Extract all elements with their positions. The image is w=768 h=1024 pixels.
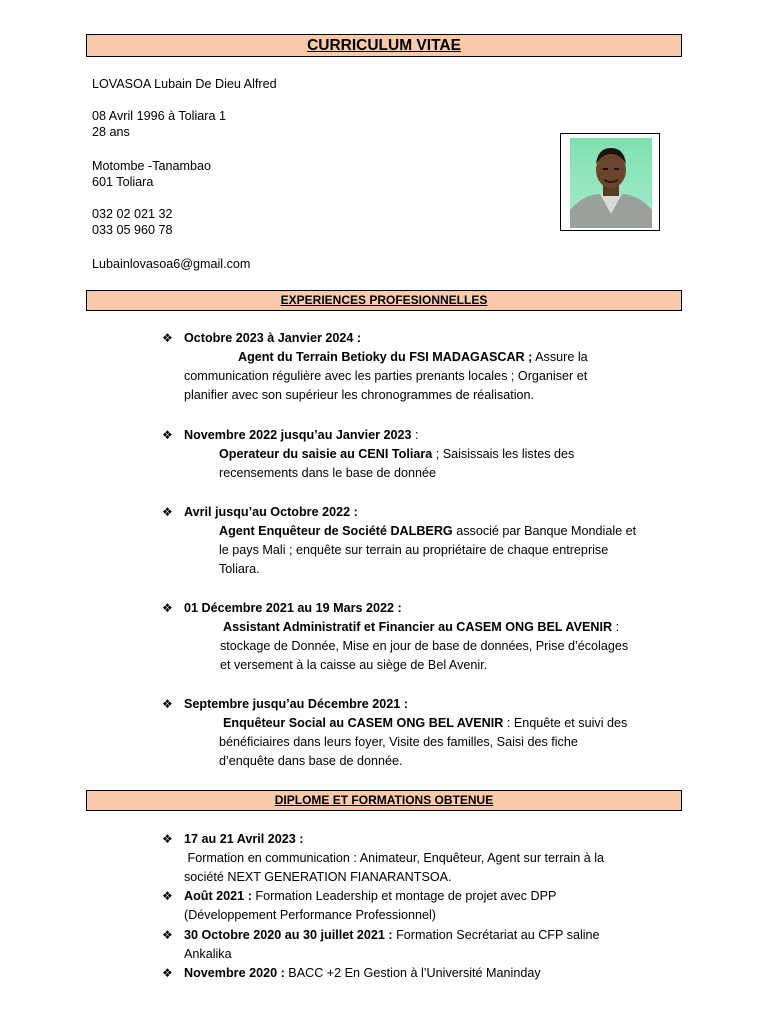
experience-description-line: planifier avec son supérieur les chronogrammes de réalisation.	[184, 388, 535, 402]
experience-period: Novembre 2022 jusqu’au Janvier 2023	[184, 428, 412, 442]
experience-item: ❖ Novembre 2022 jusqu’au Janvier 2023 : Operateur du saisie au CENI Toliara ; Saisissais les listes des recensements dans le base de donnée	[184, 426, 684, 483]
experience-period: Septembre jusqu’au Décembre 2021 :	[184, 697, 408, 711]
experience-description-line: recensements dans le base de donnée	[219, 466, 437, 480]
phone-1: 032 02 021 32	[92, 207, 173, 221]
experience-description-line: bénéficiaires dans leurs foyer, Visite des familles, Saisi des fiche	[219, 735, 578, 749]
experience-role: Agent du Terrain Betioky du FSI MADAGASCAR ;	[238, 350, 533, 364]
diamond-bullet-icon: ❖	[162, 697, 173, 711]
formation-description-line: Ankalika	[184, 947, 232, 961]
experience-description: : Enquête et suivi des	[503, 716, 628, 730]
experience-item	[162, 599, 684, 675]
formation-description: Formation Secrétariat au CFP saline	[392, 928, 600, 942]
age: 28 ans	[92, 125, 130, 139]
experience-description: associé par Banque Mondiale et	[452, 524, 637, 538]
email: Lubainlovasoa6@gmail.com	[92, 257, 251, 271]
formation-date: Novembre 2020 :	[184, 966, 285, 980]
formation-item	[162, 887, 684, 925]
experience-description-line: le pays Mali ; enquête sur terrain au propriétaire de chaque entreprise	[219, 543, 609, 557]
experience-description-line: stockage de Donnée, Mise en jour de base de données, Prise d’écolages	[220, 639, 629, 653]
formation-date: Août 2021 :	[184, 889, 252, 903]
diamond-bullet-icon: ❖	[162, 601, 173, 615]
formation-description-line: société NEXT GENERATION FIANARANTSOA.	[184, 870, 452, 884]
formation-date: 30 Octobre 2020 au 30 juillet 2021 :	[184, 928, 393, 942]
experience-section-title: EXPERIENCES PROFESIONNELLES	[280, 293, 488, 307]
experience-description-line: Toliara.	[219, 562, 260, 576]
diamond-bullet-icon: ❖	[162, 966, 173, 980]
experience-item	[162, 503, 684, 579]
cv-title: CURRICULUM VITAE	[307, 37, 461, 54]
experience-role: Agent Enquêteur de Société DALBERG	[219, 524, 453, 538]
experience-item	[162, 695, 684, 771]
formation-date: 17 au 21 Avril 2023 :	[184, 832, 304, 846]
experience-description-line: d’enquête dans base de donnée.	[219, 754, 403, 768]
profile-photo	[560, 133, 660, 231]
diploma-section-title: DIPLOME ET FORMATIONS OBTENUE	[274, 793, 494, 807]
cv-title-band	[86, 34, 682, 57]
formation-description: BACC +2 En Gestion à l’Université Maninday	[284, 966, 541, 980]
address-city: 601 Toliara	[92, 175, 154, 189]
experience-item	[162, 329, 684, 405]
diamond-bullet-icon: ❖	[162, 505, 173, 519]
full-name: LOVASOA Lubain De Dieu Alfred	[92, 77, 277, 91]
experience-period: Avril jusqu’au Octobre 2022 :	[184, 505, 358, 519]
diploma-section-header	[86, 790, 682, 811]
diamond-bullet-icon: ❖	[162, 928, 173, 942]
formation-item	[162, 964, 684, 983]
formation-item	[162, 926, 684, 964]
experience-role: Operateur du saisie au CENI Toliara	[219, 447, 433, 461]
experience-description-line: communication régulière avec les parties prenants locales ; Organiser et	[184, 369, 588, 383]
experience-description: :	[612, 620, 620, 634]
experience-role: Assistant Administratif et Financier au CASEM ONG BEL AVENIR	[223, 620, 613, 634]
experience-description: ; Saisissais les listes des	[432, 447, 575, 461]
formation-item	[162, 830, 684, 887]
formation-description-line: Formation en communication : Animateur, Enquêteur, Agent sur terrain à la	[184, 851, 605, 865]
experience-period: 01 Décembre 2021 au 19 Mars 2022 :	[184, 601, 402, 615]
phone-2: 033 05 960 78	[92, 223, 173, 237]
experience-description-line: et versement à la caisse au siège de Bel Avenir.	[220, 658, 488, 672]
diamond-bullet-icon: ❖	[162, 331, 173, 345]
birth-date-place: 08 Avril 1996 à Toliara 1	[92, 109, 226, 123]
experience-period: Octobre 2023 à Janvier 2024 :	[184, 331, 362, 345]
experience-role: Enquêteur Social au CASEM ONG BEL AVENIR	[223, 716, 504, 730]
experience-section-header	[86, 290, 682, 311]
diamond-bullet-icon: ❖	[162, 428, 173, 442]
diamond-bullet-icon: ❖	[162, 832, 173, 846]
formation-description: Formation Leadership et montage de projet avec DPP	[251, 889, 557, 903]
formation-description-line: (Développement Performance Professionnel)	[184, 908, 436, 922]
address-street: Motombe -Tanambao	[92, 159, 212, 173]
experience-description: Assure la	[532, 350, 588, 364]
diamond-bullet-icon: ❖	[162, 889, 173, 903]
